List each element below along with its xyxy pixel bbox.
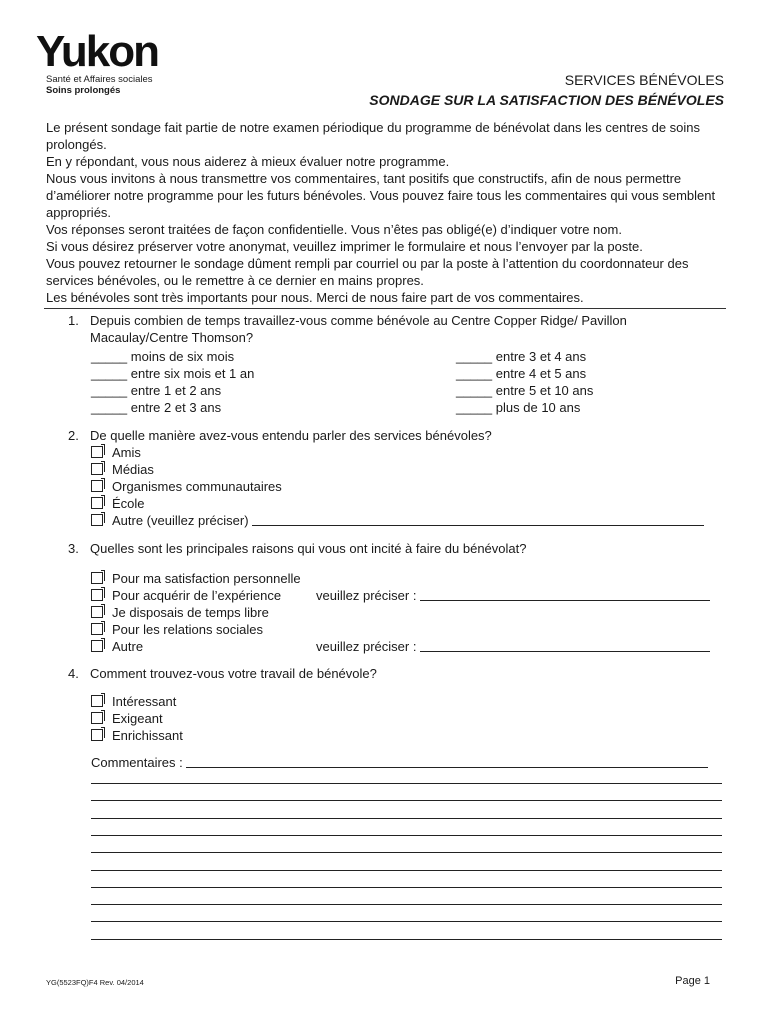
q4-option[interactable] <box>91 710 163 727</box>
section-divider <box>44 308 726 309</box>
checkbox[interactable] <box>91 589 103 601</box>
q1-option[interactable] <box>91 365 254 382</box>
checkbox[interactable] <box>91 640 103 652</box>
q2-option[interactable] <box>91 495 145 512</box>
q1-option[interactable] <box>91 382 221 399</box>
answer-blank[interactable]: _____ <box>456 400 493 415</box>
checkbox[interactable] <box>91 712 103 724</box>
answer-blank[interactable]: _____ <box>91 400 128 415</box>
option-label: entre six mois et 1 an <box>130 366 255 381</box>
q3-specify <box>316 638 710 655</box>
checkbox[interactable] <box>91 729 103 741</box>
intro-paragraph: Nous vous invitons à nous transmettre vos commentaires, tant positifs que constructifs, afin de nous permettre d’améliorer notre programme pour les futurs bénévoles. Vous pouvez faire tous les commentaires qui vous semblent appropriés. <box>46 171 716 220</box>
q2-option[interactable] <box>91 478 282 495</box>
q2-option[interactable] <box>91 461 154 478</box>
checkbox[interactable] <box>91 514 103 526</box>
q1-option[interactable] <box>456 365 586 382</box>
other-specify-line[interactable] <box>252 513 704 526</box>
option-label: plus de 10 ans <box>495 400 581 415</box>
intro-paragraph: Les bénévoles sont très importants pour nous. Merci de nous faire part de vos commentaires. <box>46 290 584 305</box>
intro-text <box>46 119 726 306</box>
q1-option[interactable] <box>91 348 234 365</box>
option-label: Médias <box>112 462 154 477</box>
q3-option[interactable] <box>91 621 263 638</box>
q3-specify <box>316 587 710 604</box>
q1-option[interactable] <box>456 348 586 365</box>
checkbox[interactable] <box>91 446 103 458</box>
option-label: Exigeant <box>112 711 163 726</box>
question-4 <box>68 665 377 682</box>
option-label: École <box>112 496 145 511</box>
question-3 <box>68 540 526 557</box>
answer-blank[interactable]: _____ <box>91 349 128 364</box>
q3-option[interactable] <box>91 587 281 604</box>
option-label: Amis <box>112 445 141 460</box>
question-1 <box>68 312 668 346</box>
answer-blank[interactable]: _____ <box>456 383 493 398</box>
option-label: Pour acquérir de l’expérience <box>112 588 282 603</box>
option-label: Je disposais de temps libre <box>112 605 269 620</box>
comment-line[interactable] <box>91 870 722 871</box>
document-title: SERVICES BÉNÉVOLES <box>564 72 724 88</box>
intro-paragraph: Si vous désirez préserver votre anonymat, veuillez imprimer le formulaire et nous l’envoyer par la poste. <box>46 239 643 254</box>
intro-paragraph: Vous pouvez retourner le sondage dûment rempli par courriel ou par la poste à l’attention du coordonnateur des services bénévoles, ou le remettre à ce dernier en mains propres. <box>46 256 689 288</box>
question-number: 1. <box>68 313 79 328</box>
intro-paragraph: Vos réponses seront traitées de façon confidentielle. Vous n’êtes pas obligé(e) d’indiquer votre nom. <box>46 222 622 237</box>
page-number: Page 1 <box>675 975 710 987</box>
intro-paragraph: En y répondant, vous nous aiderez à mieux évaluer notre programme. <box>46 154 450 169</box>
comments-row <box>91 754 708 771</box>
specify-line[interactable] <box>420 588 710 601</box>
question-2 <box>68 427 492 444</box>
answer-blank[interactable]: _____ <box>91 366 128 381</box>
question-number: 3. <box>68 541 79 556</box>
option-label: Enrichissant <box>112 728 183 743</box>
specify-label: veuillez préciser : <box>316 639 417 654</box>
q4-option[interactable] <box>91 727 183 744</box>
checkbox[interactable] <box>91 480 103 492</box>
comment-line[interactable] <box>91 783 722 784</box>
answer-blank[interactable]: _____ <box>456 349 493 364</box>
option-label: entre 1 et 2 ans <box>130 383 222 398</box>
option-label: Intéressant <box>112 694 177 709</box>
checkbox[interactable] <box>91 606 103 618</box>
answer-blank[interactable]: _____ <box>456 366 493 381</box>
option-label: entre 4 et 5 ans <box>495 366 587 381</box>
q1-option[interactable] <box>456 399 580 416</box>
option-label: entre 5 et 10 ans <box>495 383 594 398</box>
question-text: De quelle manière avez-vous entendu parler des services bénévoles? <box>90 428 492 443</box>
q2-option[interactable] <box>91 444 141 461</box>
comment-line[interactable] <box>91 835 722 836</box>
checkbox[interactable] <box>91 623 103 635</box>
comment-line[interactable] <box>91 800 722 801</box>
q3-option[interactable] <box>91 604 269 621</box>
question-text: Depuis combien de temps travaillez-vous comme bénévole au Centre Copper Ridge/ Pavillon Macaulay/Centre Thomson? <box>90 313 627 345</box>
comment-line[interactable] <box>186 755 708 768</box>
question-text: Comment trouvez-vous votre travail de bénévole? <box>90 666 377 681</box>
q2-option[interactable] <box>91 512 704 529</box>
q1-option[interactable] <box>456 382 593 399</box>
comment-line[interactable] <box>91 904 722 905</box>
logo-wordmark: Yukon <box>36 27 159 76</box>
form-code: YG(5523FQ)F4 Rev. 04/2014 <box>46 978 144 987</box>
option-label: Autre (veuillez préciser) <box>112 513 249 528</box>
checkbox[interactable] <box>91 695 103 707</box>
option-label: Autre <box>112 639 144 654</box>
intro-paragraph: Le présent sondage fait partie de notre examen périodique du programme de bénévolat dans les centres de soins prolongés. <box>46 120 701 152</box>
question-number: 4. <box>68 666 79 681</box>
yukon-logo <box>36 27 159 96</box>
option-label: entre 2 et 3 ans <box>130 400 222 415</box>
comment-line[interactable] <box>91 921 722 922</box>
q3-option[interactable] <box>91 570 301 587</box>
q3-option[interactable] <box>91 638 143 655</box>
option-label: Pour les relations sociales <box>112 622 264 637</box>
option-label: Pour ma satisfaction personnelle <box>112 571 301 586</box>
checkbox[interactable] <box>91 572 103 584</box>
checkbox[interactable] <box>91 463 103 475</box>
comment-line[interactable] <box>91 852 722 853</box>
document-subtitle: SONDAGE SUR LA SATISFACTION DES BÉNÉVOLES <box>369 92 724 108</box>
question-text: Quelles sont les principales raisons qui vous ont incité à faire du bénévolat? <box>90 541 527 556</box>
comment-line[interactable] <box>91 939 722 940</box>
answer-blank[interactable]: _____ <box>91 383 128 398</box>
q1-option[interactable] <box>91 399 221 416</box>
logo-branch: Soins prolongés <box>46 85 121 96</box>
comments-label: Commentaires : <box>91 755 183 770</box>
comment-line[interactable] <box>91 887 722 888</box>
q4-option[interactable] <box>91 693 176 710</box>
question-number: 2. <box>68 428 79 443</box>
comment-line[interactable] <box>91 818 722 819</box>
checkbox[interactable] <box>91 497 103 509</box>
option-label: entre 3 et 4 ans <box>495 349 587 364</box>
logo-department: Santé et Affaires sociales <box>46 74 153 85</box>
specify-label: veuillez préciser : <box>316 588 417 603</box>
specify-line[interactable] <box>420 639 710 652</box>
option-label: Organismes communautaires <box>112 479 282 494</box>
option-label: moins de six mois <box>130 349 235 364</box>
